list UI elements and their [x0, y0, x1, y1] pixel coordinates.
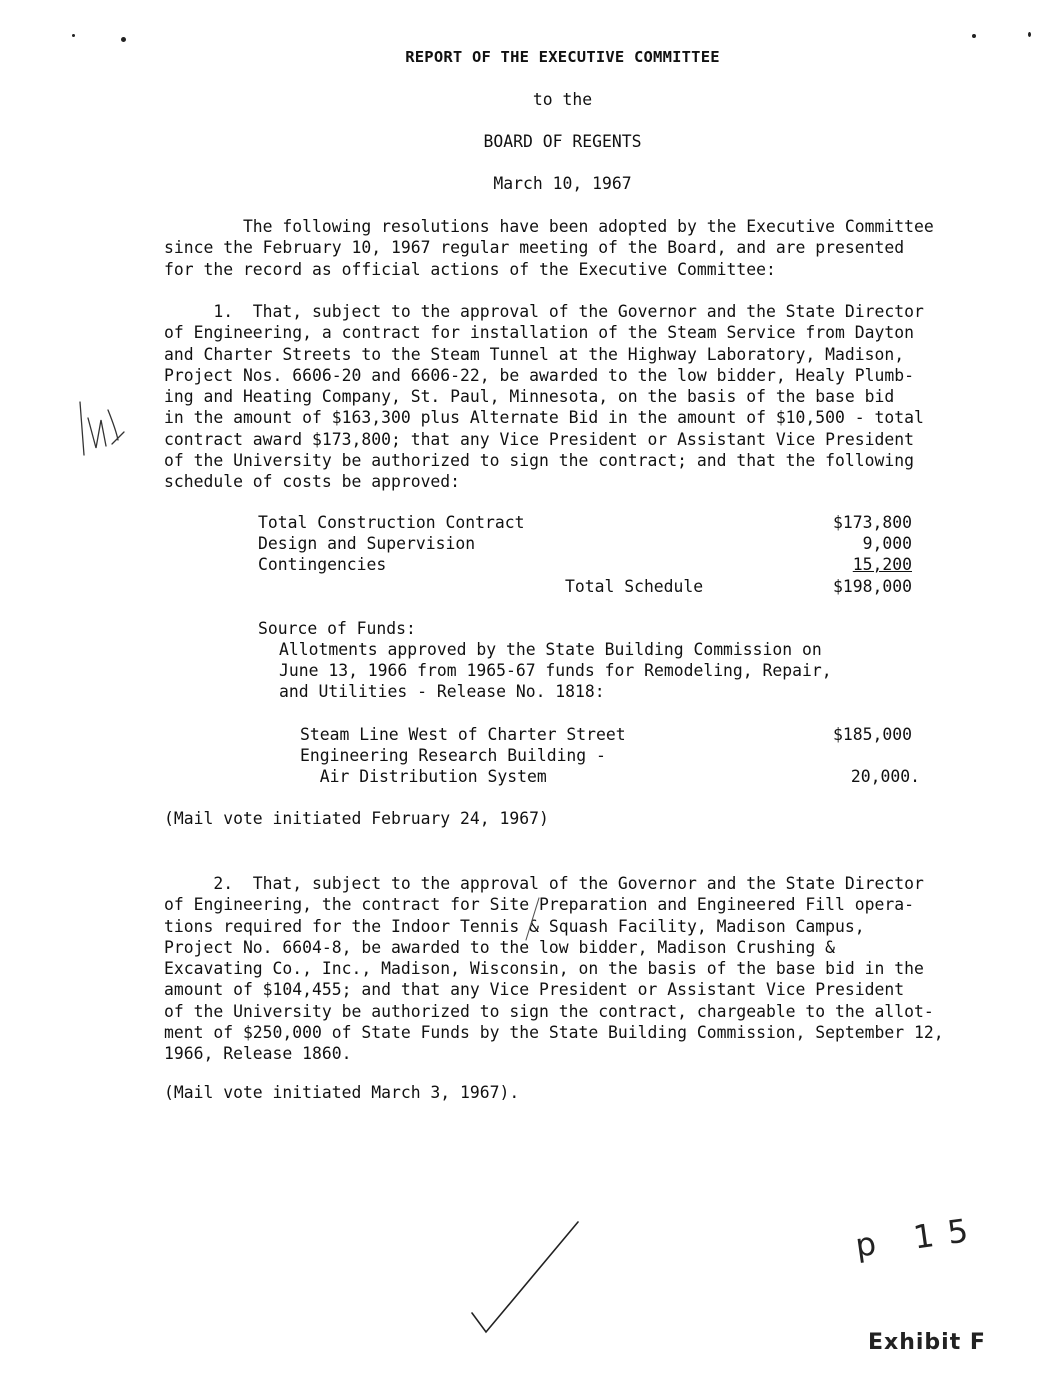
resolution-2-line: Excavating Co., Inc., Madison, Wisconsin, on the basis of the base bid in the — [164, 959, 924, 979]
funds-item-amount: $185,000 — [833, 725, 912, 744]
strike-mark — [526, 898, 539, 940]
margin-initials-mark — [80, 402, 124, 455]
resolution-1-line: contract award $173,800; that any Vice President or Assistant Vice President — [164, 429, 914, 449]
funds-line: June 13, 1966 from 1965-67 funds for Remodeling, Repair, — [279, 661, 832, 680]
schedule-total-label: Total Schedule — [565, 577, 704, 596]
schedule-amount: 9,000 — [862, 534, 912, 553]
resolution-1-line: Project Nos. 6606-20 and 6606-22, be awarded to the low bidder, Healy Plumb- — [164, 365, 914, 385]
schedule-label: Design and Supervision — [258, 534, 476, 553]
page-mark: p 15 — [852, 1209, 985, 1265]
resolution-1-line: of the University be authorized to sign the contract; and that the following — [164, 451, 914, 471]
resolution-2-line: 2. That, subject to the approval of the Governor and the State Director — [164, 874, 924, 893]
exhibit-label: Exhibit F — [868, 1330, 986, 1355]
checkmark-icon — [472, 1222, 578, 1332]
schedule-total-amount: $198,000 — [833, 577, 912, 596]
schedule-amount: 15,200 — [852, 555, 912, 574]
schedule-label: Contingencies — [258, 555, 387, 574]
report-board: BOARD OF REGENTS — [483, 132, 642, 151]
intro-line: for the record as official actions of the Executive Committee: — [164, 259, 776, 279]
funds-item-amount: 20,000. — [850, 767, 920, 786]
funds-heading: Source of Funds: — [258, 619, 416, 638]
resolution-1-line: of Engineering, a contract for installation of the Steam Service from Dayton — [164, 323, 914, 343]
resolution-2-line: tions required for the Indoor Tennis & Squash Facility, Madison Campus, — [164, 916, 865, 936]
schedule-amount: $173,800 — [833, 513, 912, 532]
report-date: March 10, 1967 — [493, 174, 632, 193]
intro-line: The following resolutions have been adopted by the Executive Committee — [164, 217, 934, 236]
funds-line: Allotments approved by the State Building Commission on — [279, 640, 822, 659]
resolution-2-line: of the University be authorized to sign the contract, chargeable to the allot- — [164, 1001, 934, 1021]
schedule-label: Total Construction Contract — [258, 513, 525, 532]
report-subtitle-to: to the — [532, 90, 593, 109]
resolution-1-line: 1. That, subject to the approval of the Governor and the State Director — [164, 302, 924, 321]
resolution-1-line: schedule of costs be approved: — [164, 472, 461, 492]
funds-item-label: Steam Line West of Charter Street — [300, 725, 626, 744]
funds-line: and Utilities - Release No. 1818: — [279, 682, 605, 701]
resolution-1-line: ing and Heating Company, St. Paul, Minnesota, on the basis of the base bid — [164, 387, 895, 407]
resolution-2-line: ment of $250,000 of State Funds by the State Building Commission, September 12, — [164, 1023, 944, 1043]
resolution-2-vote: (Mail vote initiated March 3, 1967). — [164, 1083, 520, 1102]
resolution-2-line: 1966, Release 1860. — [164, 1044, 352, 1064]
resolution-2-line: of Engineering, the contract for Site Preparation and Engineered Fill opera- — [164, 895, 914, 915]
report-title: REPORT OF THE EXECUTIVE COMMITTEE — [405, 48, 720, 66]
funds-item-label: Engineering Research Building - — [300, 746, 606, 765]
resolution-2-line: Project No. 6604-8, be awarded to the low bidder, Madison Crushing & — [164, 937, 836, 957]
resolution-1-line: in the amount of $163,300 plus Alternate Bid in the amount of $10,500 - total — [164, 408, 924, 428]
resolution-1-vote: (Mail vote initiated February 24, 1967) — [164, 809, 549, 828]
funds-item-label: Air Distribution System — [300, 767, 547, 786]
resolution-2-line: amount of $104,455; and that any Vice President or Assistant Vice President — [164, 980, 905, 1000]
resolution-1-line: and Charter Streets to the Steam Tunnel at the Highway Laboratory, Madison, — [164, 344, 905, 364]
intro-line: since the February 10, 1967 regular meeting of the Board, and are presented — [164, 238, 905, 258]
